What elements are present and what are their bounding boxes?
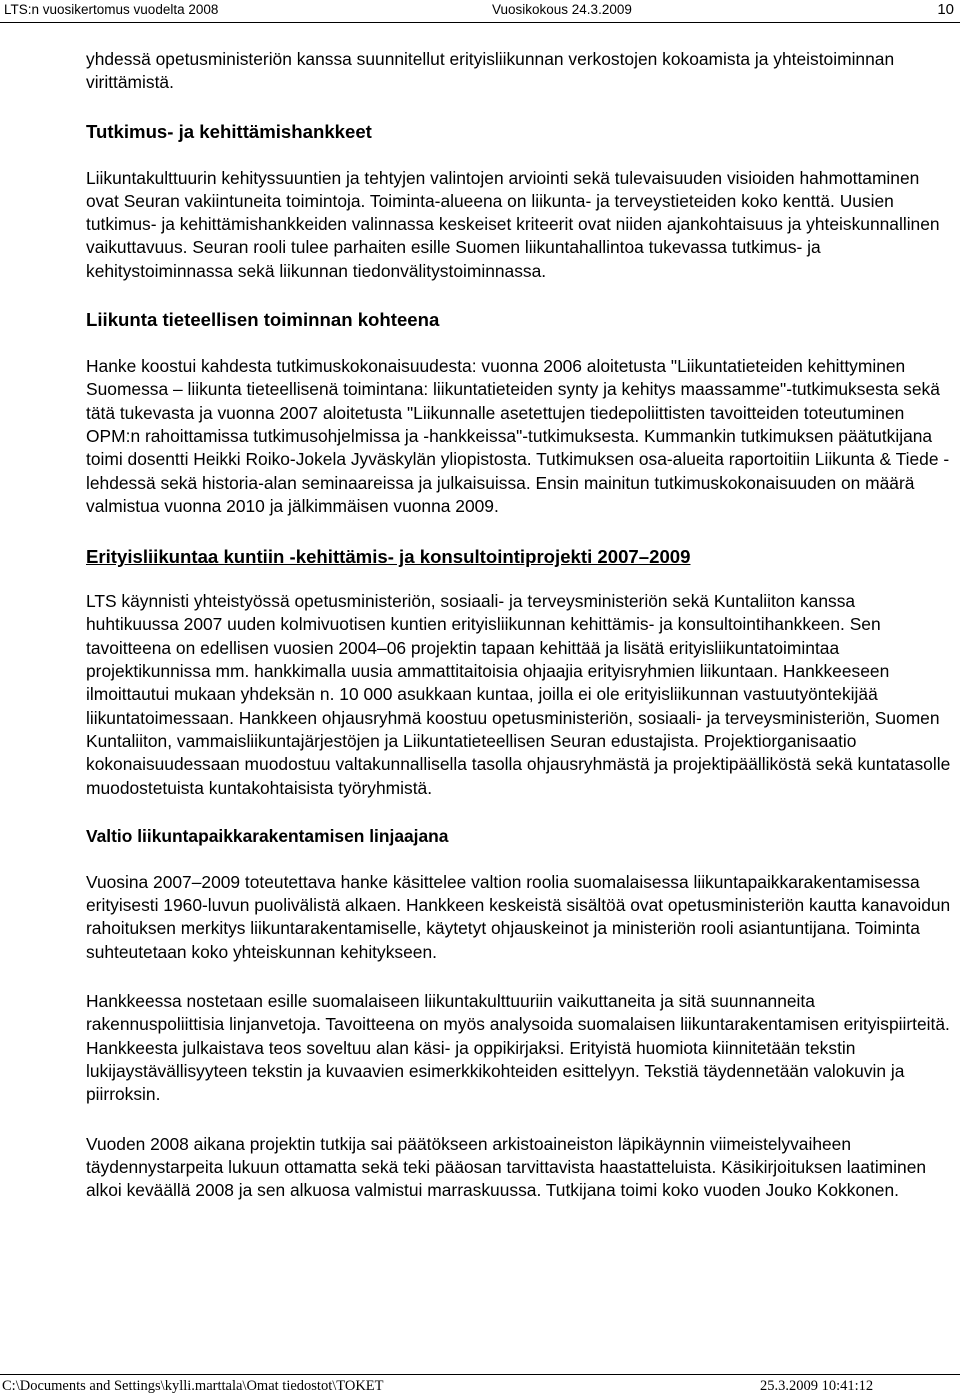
- page-body: [86, 48, 952, 1202]
- state-role-paragraph-3: Vuoden 2008 aikana projektin tutkija sai päätökseen arkistoaineiston läpikäynnin viimeistelyvaiheen täydennystarpeita lukuun ottamatta sekä teki pääosan tarvittavista haastatteluista. Käsikirjoituksen laatiminen alkoi keväällä 2008 ja sen alkuosa valmistui marraskuussa. Tutkijana toimi koko vuoden Jouko Kokkonen.: [86, 1133, 927, 1201]
- header-meeting-date: Vuosikokous 24.3.2009: [492, 2, 632, 17]
- state-role-paragraph-2: Hankkeessa nostetaan esille suomalaiseen liikuntakulttuuriin vaikuttaneita ja sitä suunnanneita rakennuspoliittisia linjanvetoja. Tavoitteena on myös analysoida suomalaisen liikuntarakentamisen erityispiirteitä. Hankkeesta julkaistava teos soveltuu alan käsi- ja oppikirjaksi. Erityistä huomiota kiinnitetään tekstin lukijaystävällisyyteen tekstin ja kuvaavien esimerkkikohteiden esittelyyn. Tekstiä täydennetään valokuvin ja piirroksin.: [86, 991, 950, 1105]
- section-heading-research: Tutkimus- ja kehittämishankkeet: [86, 120, 372, 142]
- footer-file-path: C:\Documents and Settings\kylli.marttala\Omat tiedostot\TOKET: [2, 1378, 384, 1394]
- state-role-paragraph-1: Vuosina 2007–2009 toteutettava hanke käsittelee valtion roolia suomalaisessa liikuntapaikkarakentamisessa erityisesti 1960-luvun puolivälistä alkaen. Hankkeen keskeistä sisältöä ovat opetusministeriön kautta kanavoidun rahoituksen merkitys liikuntarakentamiselle, käytetyt ohjauskeinot ja ministeriön rooli asiantuntijana. Toiminta suhteutetaan koko yhteiskunnan kehitykseen.: [86, 871, 951, 962]
- footer-timestamp: 25.3.2009 10:41:12: [760, 1378, 874, 1394]
- page-header: [0, 0, 960, 23]
- page-number: 10: [937, 1, 954, 18]
- section-heading-state-role: Valtio liikuntapaikkarakentamisen linjaajana: [86, 825, 449, 846]
- research-paragraph: Liikuntakulttuurin kehityssuuntien ja tehtyjen valintojen arviointi sekä tulevaisuuden visioiden hahmottaminen ovat Seuran vakiintuneita toimintoja. Toiminta-alueena on liikunta- ja terveystieteiden koko kenttä. Uusien tutkimus- ja kehittämishankkeiden valinnassa keskeiset kriteerit ovat niiden ajankohtaisuus ja yhteiskunnallinen vaikuttavuus. Seuran rooli tulee parhaiten esille Suomen liikuntahallintoa tukevassa tutkimus- ja kehitystoiminnassa sekä liikunnan tiedonvälitystoiminnassa.: [86, 167, 940, 281]
- intro-paragraph: yhdessä opetusministeriön kanssa suunnitellut erityisliikunnan verkostojen kokoamista ja yhteistoiminnan virittämistä.: [86, 49, 895, 93]
- header-document-title: LTS:n vuosikertomus vuodelta 2008: [4, 2, 219, 17]
- section-heading-special-sports: Erityisliikuntaa kuntiin -kehittämis- ja konsultointiprojekti 2007–2009: [86, 546, 691, 568]
- page-footer: [0, 1374, 960, 1397]
- section-heading-science: Liikunta tieteellisen toiminnan kohteena: [86, 309, 440, 331]
- special-sports-paragraph: LTS käynnisti yhteistyössä opetusministeriön, sosiaali- ja terveysministeriön sekä Kuntaliiton kanssa huhtikuussa 2007 uuden kolmivuotisen kuntien erityisliikunnan kehittämis- ja konsultointihankkeen. Sen tavoitteena on edellisen vuosien 2004–06 projektin tapaan kehittää ja lisätä erityisliikuntatoimintaa projektikunnissa mm. hankkimalla uusia ammattitaitoisia ohjaajia erityisryhmien liikuntaan. Hankkeeseen ilmoittautui mukaan yhdeksän n. 10 000 asukkaan kuntaa, joilla ei ole erityisliikunnan vastuutyöntekijää liikuntatoimessaan. Hankkeen ohjausryhmä koostuu opetusministeriön, sosiaali- ja terveysministeriön, Suomen Kuntaliiton, vammaisliikuntajärjestöjen ja Liikuntatieteellisen Seuran edustajista. Projektiorganisaatio kokonaisuudessaan muodostuu valtakunnallisella tasolla ohjausryhmästä ja projektipäälliköstä sekä kuntatasolle muodostetuista kuntakohtaisista työryhmistä.: [86, 591, 951, 798]
- science-paragraph: Hanke koostui kahdesta tutkimuskokonaisuudesta: vuonna 2006 aloitetusta "Liikuntatieteiden kehittyminen Suomessa – liikunta tieteellisenä toimintana: liikuntatieteiden synty ja kehitys maassamme"-tutkimuksesta sekä tätä tukevasta ja vuonna 2007 aloitetusta "Liikunnalle asetettujen tiedepoliittisten tavoitteiden toteutuminen OPM:n rahoittamissa tutkimusohjelmissa ja -hankkeissa"-tutkimuksesta. Kummankin tutkimuksen päätutkijana toimi dosentti Heikki Roiko-Jokela Jyväskylän yliopistosta. Tutkimuksen osa-alueita raportoitiin Liikunta & Tiede -lehdessä sekä historia-alan seminaareissa ja julkaisuissa. Ensin mainitun tutkimuskokonaisuuden on määrä valmistua vuonna 2010 ja jälkimmäisen vuonna 2009.: [86, 356, 950, 516]
